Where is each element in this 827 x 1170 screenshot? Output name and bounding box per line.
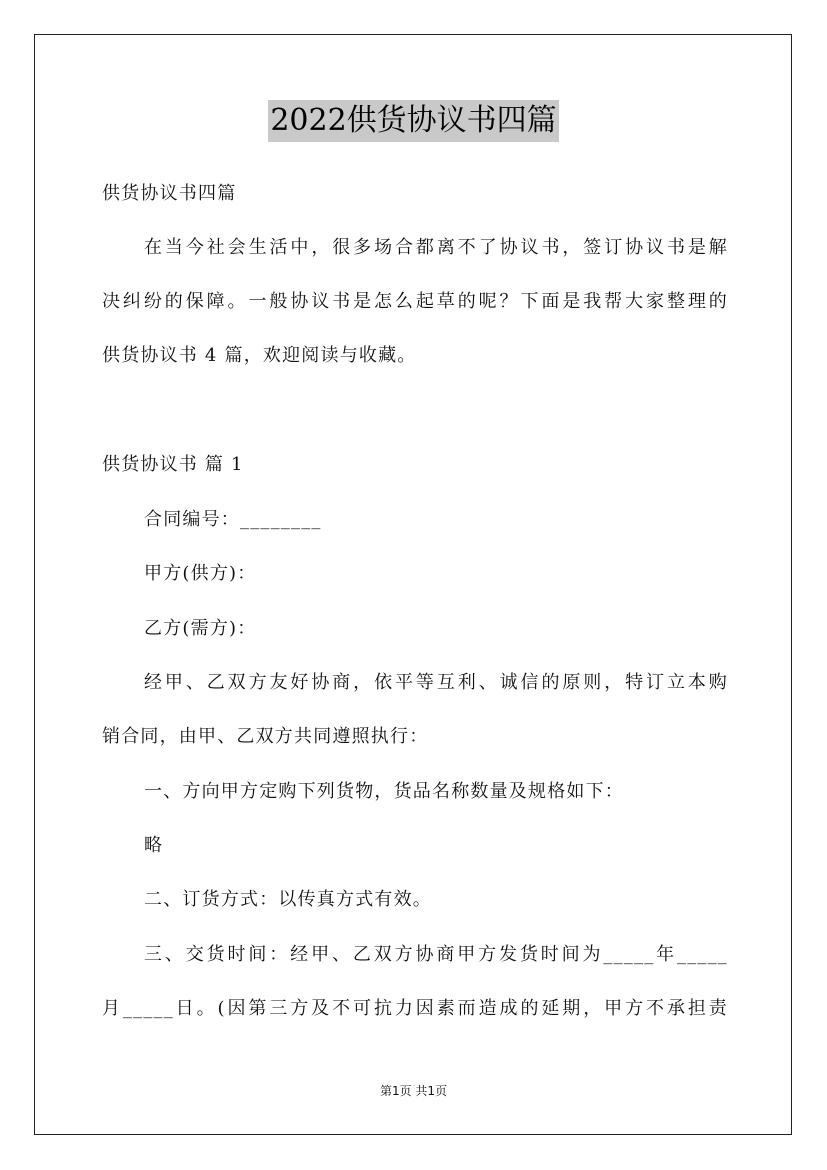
page-footer: 第1页 共1页 (379, 1084, 448, 1098)
omitted-line: 略 (144, 835, 164, 856)
paragraph-line: 销合同，由甲、乙双方共同遵照执行： (102, 726, 429, 747)
party-b-line: 乙方(需方)： (144, 618, 257, 639)
clause-one-line: 一、方向甲方定购下列货物，货品名称数量及规格如下： (144, 781, 624, 802)
paragraph-line: 决纠纷的保障。一般协议书是怎么起草的呢？下面是我帮大家整理的 (102, 291, 728, 312)
section-heading-part1: 供货协议书 篇 1 (102, 454, 244, 475)
paragraph-line: 在当今社会生活中，很多场合都离不了协议书，签订协议书是解 (144, 237, 728, 258)
paragraph-line: 月_____日。(因第三方及不可抗力因素而造成的延期，甲方不承担责 (102, 998, 728, 1019)
paragraph-line: 经甲、乙双方友好协商，依平等互利、诚信的原则，特订立本购 (144, 672, 728, 693)
party-a-line: 甲方(供方)： (144, 563, 257, 584)
section-heading-intro: 供货协议书四篇 (102, 183, 237, 204)
clause-three-line: 三、交货时间：经甲、乙双方协商甲方发货时间为_____年_____ (144, 944, 728, 965)
document-title: 2022供货协议书四篇 (268, 100, 558, 142)
title-wrap (0, 100, 827, 142)
clause-two-line: 二、订货方式：以传真方式有效。 (144, 889, 432, 910)
contract-number-line: 合同编号：________ (144, 509, 322, 530)
paragraph-line: 供货协议书 4 篇，欢迎阅读与收藏。 (102, 345, 417, 366)
